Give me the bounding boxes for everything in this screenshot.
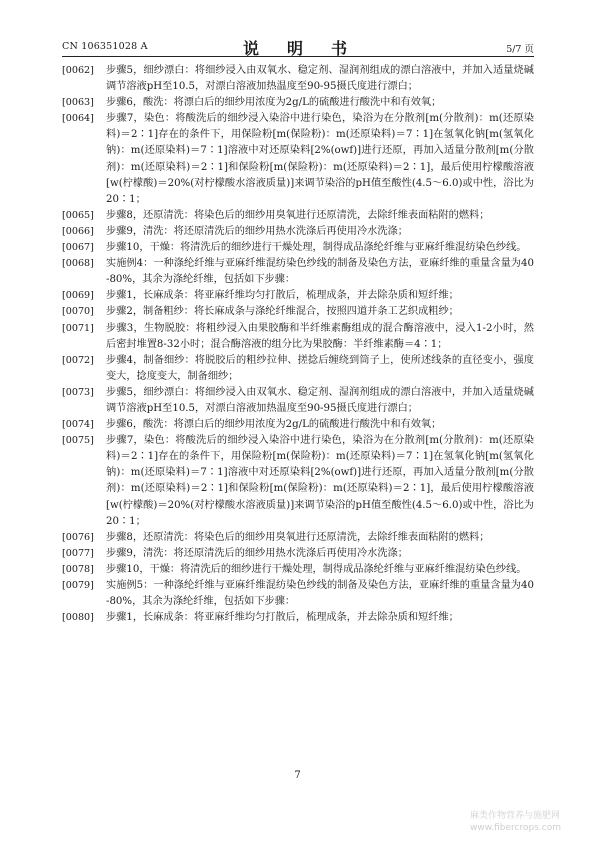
paragraph-text: 步骤2，制备粗纱：将长麻成条与涤纶纤维混合，按照四道并条工艺织成粗纱； — [106, 306, 459, 318]
paragraph — [62, 288, 534, 304]
watermark — [470, 810, 590, 834]
paragraph-number: [0067] — [62, 242, 94, 254]
paragraph-text: 步骤5，细纱漂白：将细纱浸入由双氧水、稳定剂、湿润剂组成的漂白溶液中，并加入适量烧碱调节溶液pH至10.5，对漂白溶液加热温度至90-95摄氏度进行漂白； — [106, 386, 534, 414]
paragraph-number: [0076] — [62, 531, 94, 543]
paragraph — [62, 256, 534, 288]
paragraph-number: [0078] — [62, 563, 94, 575]
paragraph-text: 步骤8，还原清洗：将染色后的细纱用臭氧进行还原清洗，去除纤维表面粘附的燃料； — [106, 209, 490, 221]
page-indicator: 5/7 页 — [506, 44, 534, 55]
paragraph — [62, 95, 534, 111]
paragraph-number: [0077] — [62, 547, 94, 559]
paragraph-text: 步骤10，干燥：将清洗后的细纱进行干燥处理，制得成品涤纶纤维与亚麻纤维混纺染色纱线。 — [106, 563, 527, 575]
watermark-title: 麻类作物营养与施肥网 — [470, 811, 561, 821]
paragraph-text: 步骤3，生物脱胶：将粗纱浸入由果胶酶和半纤维素酶组成的混合酶溶液中，浸入1-2小时，然后密封堆置8-32小时；混合酶溶液的组分比为果胶酶：半纤维素酶＝4∶1； — [106, 322, 534, 350]
paragraph-number: [0063] — [62, 97, 94, 109]
paragraph-number: [0074] — [62, 419, 94, 431]
paragraph-number: [0075] — [62, 435, 94, 447]
paragraph — [62, 353, 534, 385]
paragraph — [62, 530, 534, 546]
paragraph — [62, 433, 534, 530]
paragraph-number: [0068] — [62, 258, 94, 270]
paragraph-text: 步骤5，细纱漂白：将细纱浸入由双氧水、稳定剂、湿润剂组成的漂白溶液中，并加入适量烧碱调节溶液pH至10.5，对漂白溶液加热温度至90-95摄氏度进行漂白； — [106, 65, 534, 93]
watermark-url: www.fibercrops.com — [470, 823, 561, 833]
paragraph-number: [0065] — [62, 209, 94, 221]
paragraph-number: [0073] — [62, 386, 94, 398]
paragraph — [62, 610, 534, 626]
paragraph-text: 步骤7，染色：将酸洗后的细纱浸入染浴中进行染色，染浴为在分散剂[m(分散剂)：m(还原染料)＝2∶1]存在的条件下，用保险粉[m(保险粉)：m(还原染料)＝7∶1]在氢氧化钠[m(氢氧化钠)：m(还原染料)＝7∶1]溶液中对还原染料[2%(owf)]进行还原，再加入适量分散剂[m(分散剂)：m(还原染料)＝2∶1]和保险粉[m(保险粉)：m(还原染料)＝2∶1]，最后使用柠檬酸溶液[w(柠檬酸)＝20%(对柠檬酸水溶液质量)]来调节染浴的pH值至酸性(4.5～6.0)或中性，浴比为20∶1； — [106, 435, 534, 527]
paragraph-number: [0079] — [62, 580, 94, 591]
paragraph-number: [0072] — [62, 354, 94, 366]
paragraph-text: 步骤6，酸洗：将漂白后的细纱用浓度为2g/L的硫酸进行酸洗中和有效氧； — [106, 419, 442, 431]
paragraph-number: [0071] — [62, 322, 94, 334]
paragraph-text: 实施例5：一种涤纶纤维与亚麻纤维混纺染色纱线的制备及染色方法，亚麻纤维的重量含量为40-80%，其余为涤纶纤维，包括如下步骤： — [106, 580, 534, 608]
paragraph — [62, 546, 534, 562]
page-number: 7 — [294, 770, 301, 781]
paragraph — [62, 385, 534, 417]
page-header — [62, 39, 534, 58]
paragraph-number: [0066] — [62, 225, 94, 237]
paragraph — [62, 562, 534, 578]
paragraph — [62, 417, 534, 433]
paragraph-text: 步骤4，制备细纱：将脱胶后的粗纱拉伸、搓捻后缠绕到筒子上，使所述线条的直径变小，强度变大，捻度变大，制备细纱； — [106, 354, 534, 382]
paragraph-text: 实施例4：一种涤纶纤维与亚麻纤维混纺染色纱线的制备及染色方法，亚麻纤维的重量含量为40-80%，其余为涤纶纤维，包括如下步骤： — [106, 258, 534, 286]
paragraph-text: 步骤1，长麻成条：将亚麻纤维均匀打散后，梳理成条，并去除杂质和短纤维； — [106, 612, 459, 624]
paragraph — [62, 304, 534, 320]
paragraph-text: 步骤7，染色：将酸洗后的细纱浸入染浴中进行染色，染浴为在分散剂[m(分散剂)：m(还原染料)＝2∶1]存在的条件下，用保险粉[m(保险粉)：m(还原染料)＝7∶1]在氢氧化钠[m(氢氧化钠)：m(还原染料)＝7∶1]溶液中对还原染料[2%(owf)]进行还原，再加入适量分散剂[m(分散剂)：m(还原染料)＝2∶1]和保险粉[m(保险粉)：m(还原染料)＝2∶1]，最后使用柠檬酸溶液[w(柠檬酸)＝20%(对柠檬酸水溶液质量)]来调节染浴的pH值至酸性(4.5～6.0)或中性，浴比为20∶1； — [106, 113, 534, 205]
document-title: 说 明 书 — [242, 39, 353, 58]
paragraph — [62, 111, 534, 208]
paragraph-text: 步骤8，还原清洗：将染色后的细纱用臭氧进行还原清洗，去除纤维表面粘附的燃料； — [106, 531, 490, 543]
paragraph-text: 步骤9，清洗：将还原清洗后的细纱用热水洗涤后再使用冷水洗涤； — [106, 547, 408, 559]
document-body — [62, 63, 534, 626]
paragraph-number: [0070] — [62, 306, 94, 318]
paragraph-number: [0080] — [62, 612, 94, 624]
paragraph — [62, 208, 534, 224]
paragraph-text: 步骤1，长麻成条：将亚麻纤维均匀打散后，梳理成条，并去除杂质和短纤维； — [106, 290, 459, 302]
paragraph-text: 步骤10，干燥：将清洗后的细纱进行干燥处理，制得成品涤纶纤维与亚麻纤维混纺染色纱线。 — [106, 242, 527, 254]
paragraph — [62, 224, 534, 240]
header-divider — [62, 56, 534, 57]
paragraph — [62, 578, 534, 610]
paragraph — [62, 63, 534, 95]
paragraph — [62, 321, 534, 353]
patent-number: CN 106351028 A — [62, 41, 148, 52]
paragraph-number: [0062] — [62, 65, 94, 76]
paragraph-text: 步骤6，酸洗：将漂白后的细纱用浓度为2g/L的硫酸进行酸洗中和有效氧； — [106, 97, 442, 109]
paragraph — [62, 240, 534, 256]
paragraph-text: 步骤9，清洗：将还原清洗后的细纱用热水洗涤后再使用冷水洗涤； — [106, 225, 408, 237]
paragraph-number: [0069] — [62, 290, 94, 302]
paragraph-number: [0064] — [62, 113, 94, 125]
